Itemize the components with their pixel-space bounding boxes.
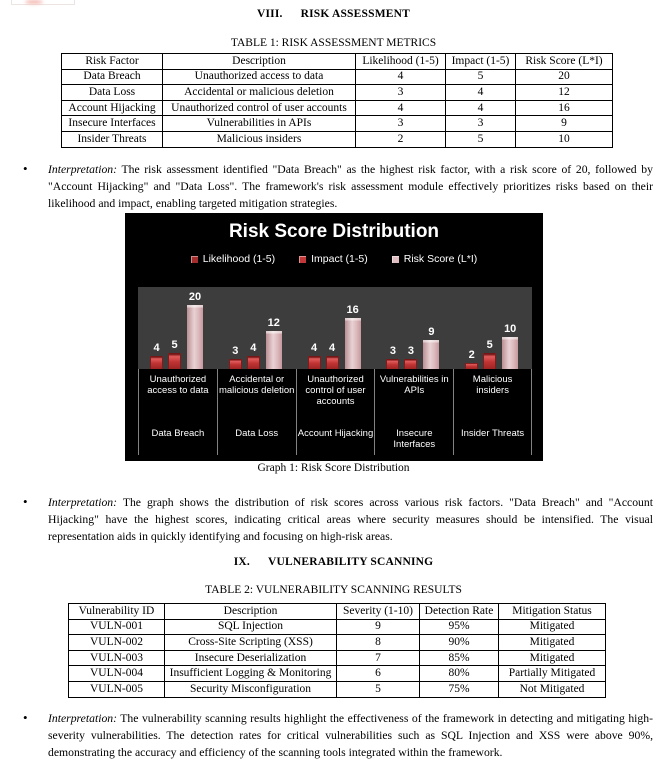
pink-blob — [25, 0, 43, 4]
table-row — [69, 681, 606, 697]
bullet-icon: • — [23, 161, 28, 176]
table-cell: VULN-003 — [69, 650, 165, 666]
interpretation-body: The graph shows the distribution of risk scores across various risk factors. "Data Breach" and "Account Hijacking" have the highest scores, indicating critical areas where security measures should be intensified. The visual representation aids in quickly identifying and focusing on high-risk areas. — [48, 496, 653, 543]
table-cell: 3 — [356, 85, 446, 101]
table-cell: VULN-002 — [69, 635, 165, 651]
table-row — [62, 131, 613, 147]
table-cell: Mitigated — [499, 650, 606, 666]
bullet-icon: • — [23, 494, 28, 509]
table-cell: Unauthorized control of user accounts — [163, 100, 356, 116]
bar-red — [168, 353, 181, 369]
bar-value-label: 16 — [346, 303, 359, 316]
table-row — [62, 100, 613, 116]
legend-item — [392, 253, 478, 265]
interpretation-lead: Interpretation: — [48, 496, 118, 509]
bar-red — [150, 356, 163, 369]
table-cell: 3 — [356, 116, 446, 132]
table-cell: Insecure Interfaces — [62, 116, 163, 132]
category-cell — [296, 369, 375, 455]
legend-marker-icon — [299, 256, 306, 263]
bar-value-label: 9 — [428, 326, 435, 339]
section-title: VULNERABILITY SCANNING — [267, 556, 434, 568]
interpretation-bullet-2 — [0, 495, 667, 545]
bar-value-label: 5 — [486, 339, 493, 351]
interpretation-body: The vulnerability scanning results highlight the effectiveness of the framework in detecting and mitigating high-severity vulnerabilities. The detection rates for critical vulnerabilities such as SQL Injection and XSS were above 90%, demonstrating the accuracy and efficiency of the scanning tools integrated within the framework. — [48, 712, 653, 759]
interpretation-lead: Interpretation: — [48, 712, 118, 725]
table2-caption: TABLE 2: VULNERABILITY SCANNING RESULTS — [205, 584, 462, 596]
table-header-row — [62, 54, 613, 70]
table-cell: Unauthorized access to data — [163, 69, 356, 85]
column-header: Severity (1-10) — [337, 604, 420, 620]
bar-red — [386, 359, 399, 369]
chart-category-labels — [138, 369, 532, 457]
category-cell — [374, 369, 453, 455]
table-cell: Insider Threats — [62, 131, 163, 147]
column-header: Mitigation Status — [499, 604, 606, 620]
column-header: Detection Rate — [420, 604, 499, 620]
table-cell: 2 — [356, 131, 446, 147]
bar-group — [138, 287, 217, 369]
table-cell: 5 — [446, 69, 516, 85]
category-name: Insecure Interfaces — [393, 428, 436, 450]
table-cell: Data Breach — [62, 69, 163, 85]
table-cell: Data Loss — [62, 85, 163, 101]
category-name: Data Breach — [151, 428, 205, 439]
table1-caption: TABLE 1: RISK ASSESSMENT METRICS — [230, 37, 437, 49]
bar-value-label: 4 — [311, 342, 318, 355]
table-cell: 4 — [356, 69, 446, 85]
bar-value-label: 12 — [267, 316, 280, 329]
category-description: Malicious insiders — [472, 374, 513, 396]
bar-pink — [423, 340, 439, 369]
table-cell: Cross-Site Scripting (XSS) — [165, 635, 337, 651]
interpretation-text — [48, 495, 653, 545]
table-cell: 16 — [516, 100, 613, 116]
table-cell: Insufficient Logging & Monitoring — [165, 666, 337, 682]
bar-pink — [345, 318, 361, 369]
table-row — [62, 69, 613, 85]
table-cell: 5 — [446, 131, 516, 147]
table-cell: 4 — [356, 100, 446, 116]
column-header: Likelihood (1-5) — [356, 54, 446, 70]
table-cell: Vulnerabilities in APIs — [163, 116, 356, 132]
interpretation-lead: Interpretation: — [48, 163, 118, 176]
risk-score-chart — [125, 213, 543, 461]
table-cell: Malicious insiders — [163, 131, 356, 147]
bar-pink — [187, 305, 203, 369]
bullet-icon: • — [23, 710, 28, 725]
category-name: Account Hijacking — [297, 428, 374, 439]
bar-group — [374, 287, 453, 369]
bar-value-label: 3 — [389, 345, 396, 358]
table-cell: VULN-004 — [69, 666, 165, 682]
category-description: Vulnerabilities in APIs — [379, 374, 449, 396]
risk-assessment-table — [61, 53, 613, 148]
table-cell: 3 — [446, 116, 516, 132]
chart-title: Risk Score Distribution — [228, 221, 440, 242]
column-header: Risk Score (L*I) — [516, 54, 613, 70]
bar-value-label: 4 — [153, 342, 160, 355]
interpretation-body: The risk assessment identified "Data Breach" as the highest risk factor, with a risk score of 20, followed by "Account Hijacking" and "Data Loss". The framework's risk assessment module effectively prioritizes risks based on their likelihood and impact, enabling targeted mitigation strategies. — [48, 163, 653, 210]
table-cell: 10 — [516, 131, 613, 147]
section-number: IX. — [233, 556, 250, 568]
table-row — [69, 650, 606, 666]
table-row — [69, 666, 606, 682]
interpretation-bullet-3 — [0, 711, 667, 761]
table-cell: Accidental or malicious deletion — [163, 85, 356, 101]
bar-pink — [502, 337, 518, 369]
legend-marker-icon — [392, 256, 399, 263]
category-name: Insider Threats — [460, 428, 525, 439]
table-cell: 5 — [337, 681, 420, 697]
table-cell: Mitigated — [499, 635, 606, 651]
bar-value-label: 3 — [232, 345, 239, 358]
interpretation-text — [48, 162, 653, 212]
table-cell: Mitigated — [499, 619, 606, 635]
category-description: Accidental or malicious deletion — [218, 374, 295, 396]
table-cell: 12 — [516, 85, 613, 101]
bar-red — [404, 359, 417, 369]
table-cell: 7 — [337, 650, 420, 666]
bar-value-label: 20 — [188, 291, 202, 303]
table-row — [69, 635, 606, 651]
section-title: RISK ASSESSMENT — [300, 8, 411, 20]
vulnerability-scanning-table — [68, 603, 606, 698]
bar-value-label: 4 — [329, 342, 336, 355]
bar-value-label: 4 — [250, 342, 257, 355]
bar-red — [247, 356, 260, 369]
bar-red — [229, 359, 242, 369]
table-cell: VULN-001 — [69, 619, 165, 635]
category-description: Unauthorized control of user accounts — [305, 374, 366, 407]
legend-label: Risk Score (L*I) — [403, 253, 478, 265]
table-header-row — [69, 604, 606, 620]
cropped-ui-fragment — [11, 0, 75, 5]
interpretation-bullet-1 — [0, 162, 667, 212]
column-header: Impact (1-5) — [446, 54, 516, 70]
category-name: Data Loss — [235, 428, 279, 439]
table-cell: 90% — [420, 635, 499, 651]
table-cell: 85% — [420, 650, 499, 666]
column-header: Risk Factor — [62, 54, 163, 70]
legend-label: Likelihood (1-5) — [202, 253, 276, 265]
section-heading-ix — [0, 556, 667, 568]
bar-group — [453, 287, 532, 369]
table-cell: 6 — [337, 666, 420, 682]
section-heading-viii — [0, 8, 667, 20]
table-cell: 9 — [337, 619, 420, 635]
table-row — [62, 85, 613, 101]
column-header: Vulnerability ID — [69, 604, 165, 620]
graph-caption: Graph 1: Risk Score Distribution — [257, 462, 410, 474]
legend-item — [191, 253, 275, 265]
table-cell: 4 — [446, 85, 516, 101]
table-cell: 8 — [337, 635, 420, 651]
table-cell: Account Hijacking — [62, 100, 163, 116]
category-cell — [138, 369, 217, 455]
legend-label: Impact (1-5) — [311, 253, 368, 265]
table-row — [62, 116, 613, 132]
table-row — [69, 619, 606, 635]
table-cell: 75% — [420, 681, 499, 697]
legend-item — [299, 253, 368, 265]
table-cell: Security Misconfiguration — [165, 681, 337, 697]
chart-legend — [125, 253, 543, 265]
category-cell — [453, 369, 532, 455]
legend-marker-icon — [191, 256, 198, 263]
table-cell: 9 — [516, 116, 613, 132]
table-cell: Partially Mitigated — [499, 666, 606, 682]
bar-red — [483, 353, 496, 369]
chart-plot-area — [138, 287, 532, 369]
section-number: VIII. — [256, 8, 283, 20]
category-description: Unauthorized access to data — [147, 374, 209, 396]
table-cell: 20 — [516, 69, 613, 85]
category-cell — [217, 369, 296, 455]
bar-red — [326, 356, 339, 369]
table-cell: VULN-005 — [69, 681, 165, 697]
table-cell: 95% — [420, 619, 499, 635]
table-cell: 4 — [446, 100, 516, 116]
bar-group — [217, 287, 296, 369]
bar-pink — [266, 331, 282, 369]
table-cell: Not Mitigated — [499, 681, 606, 697]
table-cell: 80% — [420, 666, 499, 682]
bar-red — [308, 356, 321, 369]
table-cell: Insecure Deserialization — [165, 650, 337, 666]
interpretation-text — [48, 711, 653, 761]
bar-value-label: 3 — [407, 345, 414, 358]
column-header: Description — [163, 54, 356, 70]
bar-value-label: 10 — [504, 323, 517, 335]
table-cell: SQL Injection — [165, 619, 337, 635]
column-header: Description — [165, 604, 337, 620]
bar-value-label: 2 — [468, 348, 475, 361]
bar-value-label: 5 — [171, 339, 178, 351]
bar-group — [296, 287, 375, 369]
